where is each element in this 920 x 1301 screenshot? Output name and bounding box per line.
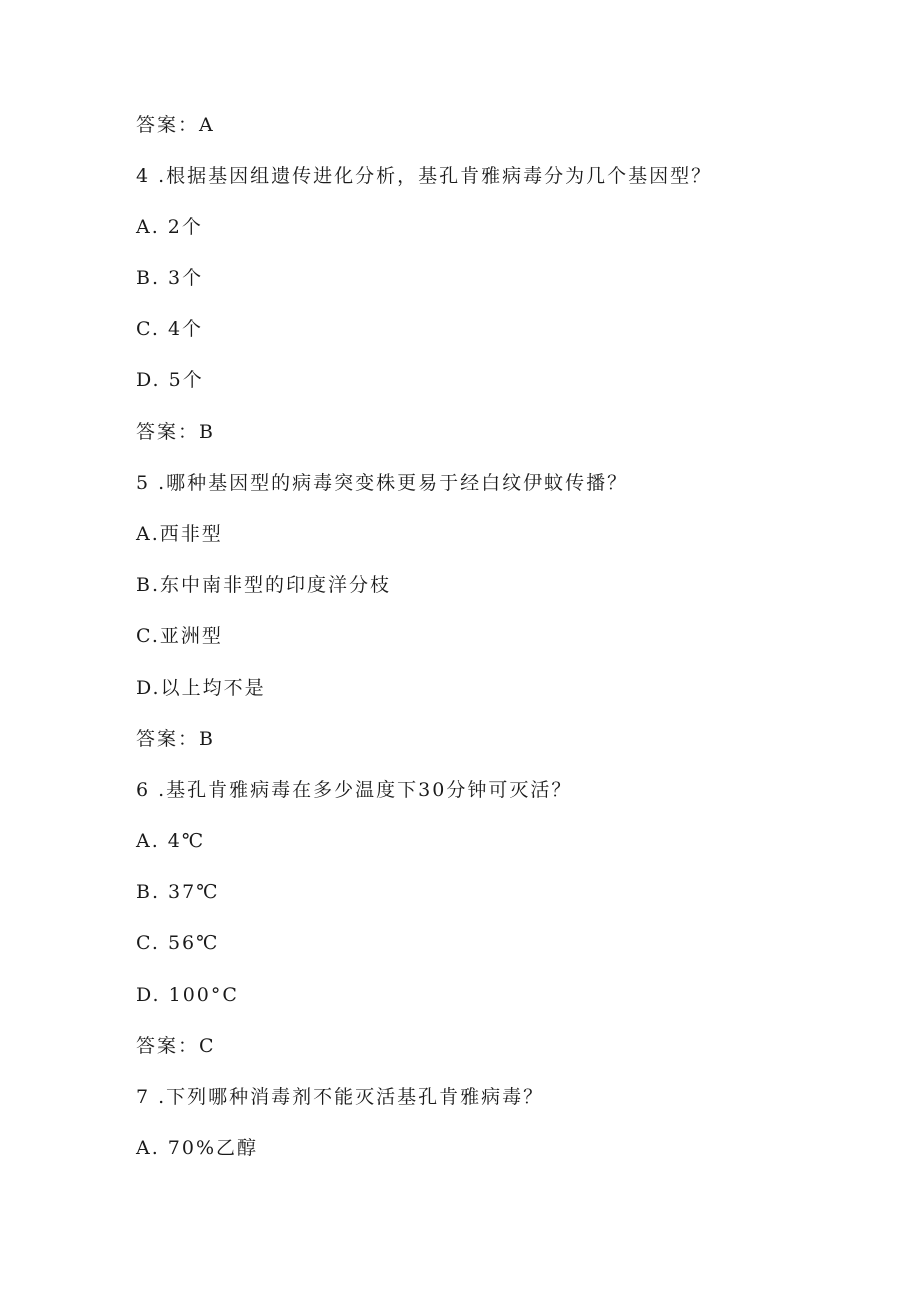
q5-option-b: B.东中南非型的印度洋分枝 <box>136 574 392 596</box>
q4-option-c: C. 4个 <box>136 318 204 340</box>
q4-option-a: A. 2个 <box>136 216 203 238</box>
answer-q5: 答案：B <box>136 728 215 750</box>
q5-option-c: C.亚洲型 <box>136 625 223 647</box>
question-4: 4 .根据基因组遗传进化分析，基孔肯雅病毒分为几个基因型？ <box>136 165 713 187</box>
answer-q6: 答案：C <box>136 1035 216 1057</box>
q7-option-a: A. 70%乙醇 <box>136 1137 259 1159</box>
q4-option-b: B. 3个 <box>136 267 204 289</box>
question-6: 6 .基孔肯雅病毒在多少温度下30分钟可灭活？ <box>136 779 573 801</box>
q4-option-d: D. 5个 <box>136 369 204 391</box>
question-5: 5 .哪种基因型的病毒突变株更易于经白纹伊蚊传播？ <box>136 472 629 494</box>
q6-option-d: D. 100°C <box>136 984 239 1006</box>
question-7: 7 .下列哪种消毒剂不能灭活基孔肯雅病毒？ <box>136 1086 545 1108</box>
q5-option-d: D.以上均不是 <box>136 677 266 699</box>
q6-option-c: C. 56℃ <box>136 932 220 954</box>
q6-option-b: B. 37℃ <box>136 881 220 903</box>
answer-q4: 答案：B <box>136 421 215 443</box>
answer-q3: 答案：A <box>136 114 215 136</box>
q5-option-a: A.西非型 <box>136 523 223 545</box>
q6-option-a: A. 4℃ <box>136 830 206 852</box>
